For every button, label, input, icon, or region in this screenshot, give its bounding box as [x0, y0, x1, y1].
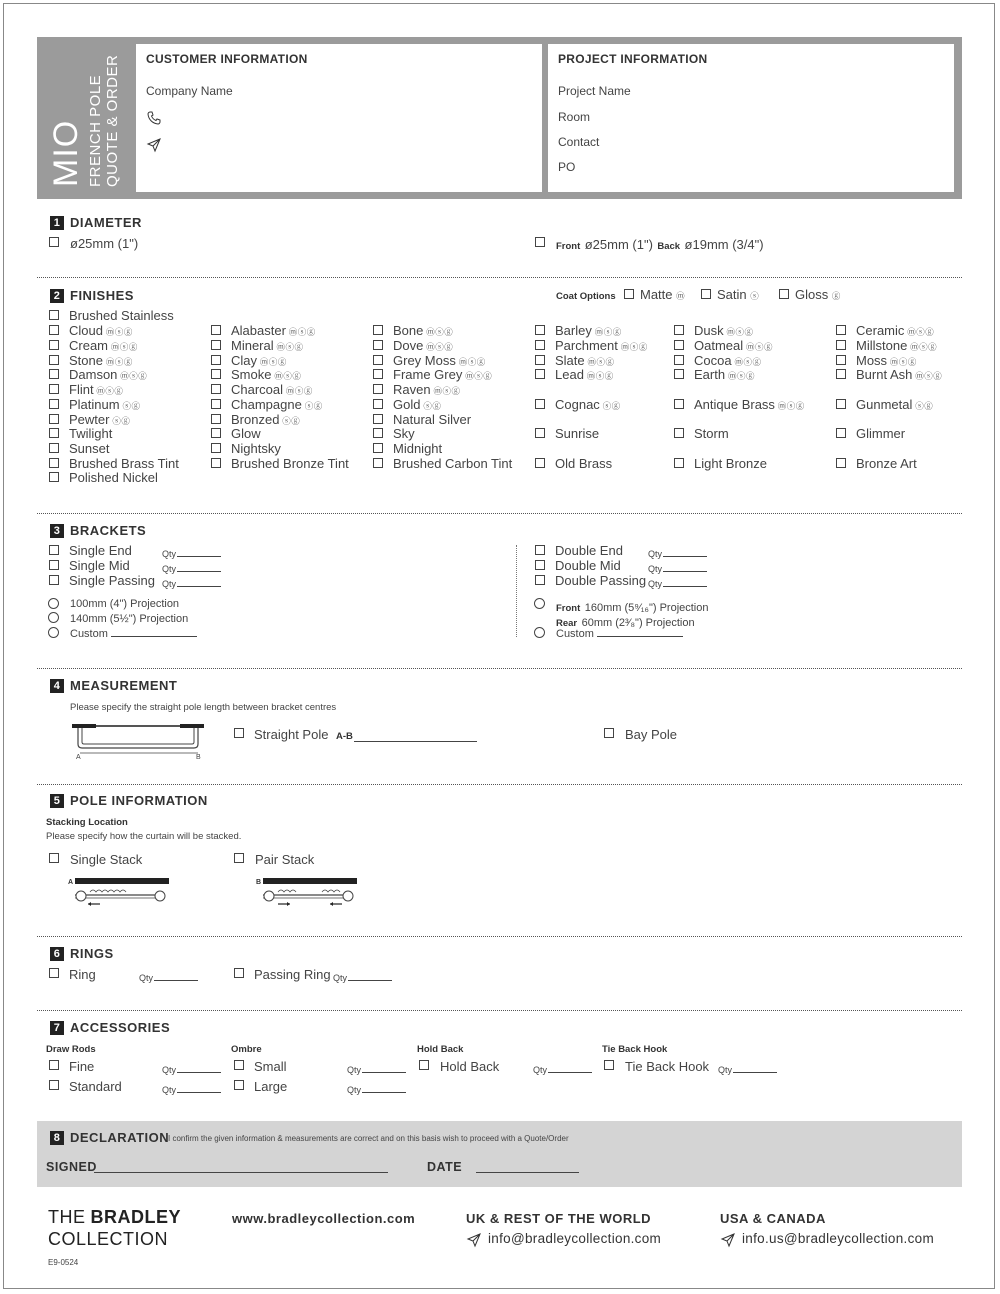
us-email-link[interactable]: info.us@bradleycollection.com: [742, 1231, 934, 1246]
svg-text:A: A: [76, 754, 81, 761]
finish-checkbox[interactable]: [49, 355, 59, 365]
projection-custom-right-label: Custom: [556, 627, 683, 640]
finish-label: Natural Silver: [393, 412, 472, 427]
finish-label: Frame Grey ⓜⓢⓖ: [393, 367, 493, 382]
bracket-single-label: Single Passing: [69, 573, 155, 588]
finish-checkbox[interactable]: [49, 443, 59, 453]
uk-heading: UK & REST OF THE WORLD: [466, 1211, 652, 1226]
finish-label: Raven ⓜⓢⓖ: [393, 382, 461, 397]
finish-label: Lead ⓜⓢⓖ: [555, 367, 614, 382]
ab-label: A-B: [336, 731, 353, 742]
section-brackets-title: 3 BRACKETS: [50, 523, 146, 538]
finish-checkbox[interactable]: [373, 325, 383, 335]
brackets-divider: [516, 545, 517, 637]
finish-label: Old Brass: [555, 456, 613, 471]
finish-label: Mineral ⓜⓢⓖ: [231, 338, 304, 353]
bracket-double-label: Double End: [555, 543, 623, 558]
finish-checkbox[interactable]: [535, 355, 545, 365]
fine-label: Fine: [69, 1059, 95, 1074]
finish-label: Midnight: [393, 441, 443, 456]
finish-label: Twilight: [69, 426, 113, 441]
finish-checkbox[interactable]: [211, 443, 221, 453]
diameter-front-back-checkbox[interactable]: [535, 237, 545, 247]
standard-label: Standard: [69, 1079, 122, 1094]
pair-stack-checkbox[interactable]: [234, 853, 244, 863]
finish-label: Cognac ⓢⓖ: [555, 397, 621, 412]
finish-label: Ceramic ⓜⓢⓖ: [856, 323, 935, 338]
finish-checkbox[interactable]: [535, 340, 545, 350]
finish-checkbox[interactable]: [535, 428, 545, 438]
large-checkbox[interactable]: [234, 1080, 244, 1090]
finish-label: Earth ⓜⓢⓖ: [694, 367, 755, 382]
company-logo: THE BRADLEY COLLECTION: [48, 1207, 182, 1249]
finish-label: Brushed Carbon Tint: [393, 456, 513, 471]
finish-checkbox[interactable]: [49, 399, 59, 409]
send-icon: [721, 1233, 735, 1247]
finish-checkbox[interactable]: [674, 369, 684, 379]
tie-back-label: Tie Back Hook: [625, 1059, 710, 1074]
form-code: E9-0524: [48, 1258, 79, 1267]
projection-140-radio[interactable]: [48, 612, 59, 623]
bracket-single-qty[interactable]: Qty: [162, 563, 221, 574]
small-qty[interactable]: Qty: [347, 1064, 406, 1075]
passing-ring-checkbox[interactable]: [234, 968, 244, 978]
finish-checkbox[interactable]: [211, 369, 221, 379]
projection-front-label: Front 160mm (5⁹⁄₁₆") Projection: [556, 602, 709, 614]
divider: [37, 1010, 962, 1011]
standard-checkbox[interactable]: [49, 1080, 59, 1090]
section-measurement-title: 4 MEASUREMENT: [50, 678, 177, 693]
company-name-field[interactable]: Company Name: [146, 84, 233, 98]
finish-label: Cocoa ⓜⓢⓖ: [694, 353, 762, 368]
finish-label: Slate ⓜⓢⓖ: [555, 353, 615, 368]
finish-checkbox[interactable]: [836, 399, 846, 409]
svg-text:B: B: [196, 754, 201, 761]
svg-text:B: B: [256, 879, 262, 886]
finish-label: Brushed Brass Tint: [69, 456, 179, 471]
product-name: MIO: [47, 119, 85, 187]
straight-pole-diagram: [70, 722, 210, 762]
finish-checkbox[interactable]: [49, 369, 59, 379]
tie-back-checkbox[interactable]: [604, 1060, 614, 1070]
bracket-single-qty[interactable]: Qty: [162, 578, 221, 589]
section-rings-title: 6 RINGS: [50, 946, 114, 961]
finish-checkbox[interactable]: [535, 399, 545, 409]
finish-label: Millstone ⓜⓢⓖ: [856, 338, 938, 353]
date-label: DATE: [427, 1160, 463, 1174]
finish-label: Flint ⓜⓢⓖ: [69, 382, 124, 397]
uk-email-link[interactable]: info@bradleycollection.com: [488, 1231, 662, 1246]
fine-qty[interactable]: Qty: [162, 1064, 221, 1075]
finish-label: Glimmer: [856, 426, 906, 441]
bracket-single-checkbox[interactable]: [49, 575, 59, 585]
finish-label: Oatmeal ⓜⓢⓖ: [694, 338, 774, 353]
hold-back-qty[interactable]: Qty: [533, 1064, 592, 1075]
finish-label: Glow: [231, 426, 261, 441]
projection-140-label: 140mm (5½") Projection: [70, 613, 189, 625]
finish-label: Sunrise: [555, 426, 600, 441]
finish-label: Antique Brass ⓜⓢⓖ: [694, 397, 805, 412]
finish-checkbox[interactable]: [836, 325, 846, 335]
finish-checkbox[interactable]: [49, 458, 59, 468]
passing-ring-label: Passing Ring: [254, 967, 331, 982]
finish-label: Damson ⓜⓢⓖ: [69, 367, 148, 382]
bracket-double-checkbox[interactable]: [535, 560, 545, 570]
bracket-single-checkbox[interactable]: [49, 560, 59, 570]
divider: [37, 784, 962, 785]
finish-checkbox[interactable]: [49, 340, 59, 350]
finish-checkbox[interactable]: [836, 355, 846, 365]
coat-matte-checkbox[interactable]: [624, 289, 634, 299]
bracket-double-checkbox[interactable]: [535, 575, 545, 585]
projection-front-rear-radio[interactable]: [534, 598, 545, 609]
hold-back-label: Hold Back: [440, 1059, 500, 1074]
finish-checkbox[interactable]: [674, 458, 684, 468]
finish-checkbox[interactable]: [674, 428, 684, 438]
finish-checkbox[interactable]: [49, 414, 59, 424]
diameter-front-back-label: Front ø25mm (1") Back ø19mm (3/4"): [556, 237, 764, 252]
contact-field[interactable]: Contact: [558, 135, 600, 149]
passing-ring-qty[interactable]: Qty: [333, 972, 392, 983]
signed-input[interactable]: [94, 1172, 388, 1173]
website-link[interactable]: www.bradleycollection.com: [232, 1211, 416, 1226]
project-name-field[interactable]: Project Name: [558, 84, 631, 98]
finish-checkbox[interactable]: [211, 355, 221, 365]
section-pole-title: 5 POLE INFORMATION: [50, 793, 208, 808]
form-type: QUOTE & ORDER: [104, 54, 121, 187]
section-accessories-title: 7 ACCESSORIES: [50, 1020, 170, 1035]
project-info-box: [548, 44, 954, 192]
date-input[interactable]: [476, 1172, 579, 1173]
svg-text:A: A: [68, 879, 74, 886]
finish-checkbox[interactable]: [674, 399, 684, 409]
finish-checkbox[interactable]: [211, 428, 221, 438]
small-checkbox[interactable]: [234, 1060, 244, 1070]
projection-custom-label: Custom: [70, 627, 197, 640]
tie-back-heading: Tie Back Hook: [602, 1044, 668, 1055]
ab-input[interactable]: [354, 741, 477, 742]
room-field[interactable]: Room: [558, 110, 591, 124]
finish-checkbox[interactable]: [49, 428, 59, 438]
divider: [37, 277, 962, 278]
finish-checkbox[interactable]: [373, 414, 383, 424]
finish-checkbox[interactable]: [535, 458, 545, 468]
diameter-25-checkbox[interactable]: [49, 237, 59, 247]
finish-checkbox[interactable]: [836, 428, 846, 438]
hold-back-checkbox[interactable]: [419, 1060, 429, 1070]
finish-label: Polished Nickel: [69, 470, 158, 485]
finish-label: Smoke ⓜⓢⓖ: [231, 367, 302, 382]
finish-checkbox[interactable]: [373, 428, 383, 438]
finish-label: Sky: [393, 426, 415, 441]
finish-label: Storm: [694, 426, 729, 441]
finish-label: Bronzed ⓢⓖ: [231, 412, 301, 427]
finish-label: Sunset: [69, 441, 110, 456]
projection-rear-label: Rear 60mm (2³⁄₈") Projection: [556, 617, 695, 629]
bracket-single-label: Single Mid: [69, 558, 130, 573]
side-title: [37, 37, 135, 199]
fine-checkbox[interactable]: [49, 1060, 59, 1070]
phone-icon: [147, 111, 161, 125]
finish-checkbox[interactable]: [535, 369, 545, 379]
finish-checkbox[interactable]: [211, 399, 221, 409]
bracket-double-qty[interactable]: Qty: [648, 548, 707, 559]
stacking-location-label: Stacking Location: [46, 817, 128, 828]
finish-checkbox[interactable]: [211, 384, 221, 394]
single-stack-diagram: [68, 876, 172, 908]
finish-checkbox[interactable]: [373, 443, 383, 453]
bracket-double-label: Double Mid: [555, 558, 621, 573]
finish-checkbox[interactable]: [211, 414, 221, 424]
single-stack-checkbox[interactable]: [49, 853, 59, 863]
finish-checkbox[interactable]: [373, 355, 383, 365]
signed-label: SIGNED: [46, 1160, 97, 1174]
ring-qty[interactable]: Qty: [139, 972, 198, 983]
customer-info-title: CUSTOMER INFORMATION: [146, 52, 308, 66]
ring-checkbox[interactable]: [49, 968, 59, 978]
coat-gloss-label: Gloss ⓖ: [795, 287, 841, 302]
finish-checkbox[interactable]: [535, 325, 545, 335]
finish-checkbox[interactable]: [211, 325, 221, 335]
bracket-double-qty[interactable]: Qty: [648, 563, 707, 574]
diameter-25-label: ø25mm (1"): [70, 236, 139, 251]
finish-label: Moss ⓜⓢⓖ: [856, 353, 917, 368]
bracket-double-qty[interactable]: Qty: [648, 578, 707, 589]
finish-checkbox[interactable]: [674, 355, 684, 365]
finish-checkbox[interactable]: [49, 325, 59, 335]
finish-checkbox[interactable]: [674, 325, 684, 335]
ombre-heading: Ombre: [231, 1044, 262, 1055]
declaration-text: I confirm the given information & measurements are correct and on this basis wish to proceed with a Quote/Order: [168, 1134, 569, 1143]
projection-custom-right-radio[interactable]: [534, 627, 545, 638]
send-icon: [467, 1233, 481, 1247]
finish-checkbox[interactable]: [836, 340, 846, 350]
finish-label: Cream ⓜⓢⓖ: [69, 338, 138, 353]
small-label: Small: [254, 1059, 287, 1074]
finish-checkbox[interactable]: [373, 384, 383, 394]
hold-back-heading: Hold Back: [417, 1044, 464, 1055]
finish-checkbox[interactable]: [211, 458, 221, 468]
finish-label: Dove ⓜⓢⓖ: [393, 338, 454, 353]
finish-checkbox[interactable]: [373, 340, 383, 350]
phone-field[interactable]: [166, 110, 466, 126]
finish-label: Barley ⓜⓢⓖ: [555, 323, 622, 338]
coat-satin-checkbox[interactable]: [701, 289, 711, 299]
section-finishes-title: 2 FINISHES: [50, 288, 134, 303]
finish-label: Clay ⓜⓢⓖ: [231, 353, 287, 368]
coat-gloss-checkbox[interactable]: [779, 289, 789, 299]
finish-label: Nightsky: [231, 441, 281, 456]
coat-options-label: Coat Options: [556, 291, 616, 302]
finish-label: Cloud ⓜⓢⓖ: [69, 323, 133, 338]
bracket-single-checkbox[interactable]: [49, 545, 59, 555]
declaration-band: [37, 1121, 962, 1187]
divider: [37, 936, 962, 937]
finish-checkbox[interactable]: [373, 458, 383, 468]
email-field[interactable]: [166, 137, 466, 153]
large-label: Large: [254, 1079, 288, 1094]
finish-checkbox[interactable]: [836, 458, 846, 468]
finish-checkbox[interactable]: [674, 340, 684, 350]
bay-pole-label: Bay Pole: [625, 727, 678, 742]
finish-checkbox[interactable]: [49, 310, 59, 320]
finish-label: Alabaster ⓜⓢⓖ: [231, 323, 316, 338]
finish-label: Parchment ⓜⓢⓖ: [555, 338, 648, 353]
bracket-double-checkbox[interactable]: [535, 545, 545, 555]
stacking-note: Please specify how the curtain will be stacked.: [46, 831, 242, 842]
finish-label: Pewter ⓢⓖ: [69, 412, 131, 427]
finish-label: Gunmetal ⓢⓖ: [856, 397, 934, 412]
finish-label: Champagne ⓢⓖ: [231, 397, 323, 412]
finish-label: Gold ⓢⓖ: [393, 397, 442, 412]
finish-label: Light Bronze: [694, 456, 767, 471]
project-info-title: PROJECT INFORMATION: [558, 52, 708, 66]
send-icon: [147, 138, 161, 152]
product-type: FRENCH POLE: [87, 74, 104, 187]
finish-label: Dusk ⓜⓢⓖ: [694, 323, 754, 338]
finish-label: Charcoal ⓜⓢⓖ: [231, 382, 313, 397]
bay-pole-checkbox[interactable]: [604, 728, 614, 738]
bracket-single-label: Single End: [69, 543, 132, 558]
finish-checkbox[interactable]: [836, 369, 846, 379]
standard-qty[interactable]: Qty: [162, 1084, 221, 1095]
straight-pole-label: Straight Pole: [254, 727, 329, 742]
finish-checkbox[interactable]: [211, 340, 221, 350]
single-stack-label: Single Stack: [70, 852, 143, 867]
coat-matte-label: Matte ⓜ: [640, 287, 686, 302]
finish-label: Grey Moss ⓜⓢⓖ: [393, 353, 486, 368]
finish-checkbox[interactable]: [373, 399, 383, 409]
finish-label: Burnt Ash ⓜⓢⓖ: [856, 367, 943, 382]
ring-label: Ring: [69, 967, 96, 982]
bracket-double-label: Double Passing: [555, 573, 647, 588]
finish-label: Bone ⓜⓢⓖ: [393, 323, 454, 338]
finish-checkbox[interactable]: [49, 384, 59, 394]
draw-rods-heading: Draw Rods: [46, 1044, 96, 1055]
tie-back-qty[interactable]: Qty: [718, 1064, 777, 1075]
measurement-note: Please specify the straight pole length between bracket centres: [70, 702, 337, 713]
pair-stack-label: Pair Stack: [255, 852, 315, 867]
finish-label: Brushed Bronze Tint: [231, 456, 349, 471]
projection-100-radio[interactable]: [48, 598, 59, 609]
section-declaration-title: 8 DECLARATION: [50, 1130, 169, 1145]
divider: [37, 668, 962, 669]
finish-label: Bronze Art: [856, 456, 917, 471]
coat-satin-label: Satin ⓢ: [717, 287, 760, 302]
po-field[interactable]: PO: [558, 160, 576, 174]
customer-info-box: [136, 44, 542, 192]
finish-label: Brushed Stainless: [69, 308, 174, 323]
bracket-single-qty[interactable]: Qty: [162, 548, 221, 559]
finish-label: Platinum ⓢⓖ: [69, 397, 141, 412]
projection-custom-radio[interactable]: [48, 627, 59, 638]
finish-label: Stone ⓜⓢⓖ: [69, 353, 133, 368]
large-qty[interactable]: Qty: [347, 1084, 406, 1095]
section-diameter-title: 1 DIAMETER: [50, 215, 142, 230]
finish-checkbox[interactable]: [49, 472, 59, 482]
pair-stack-diagram: [256, 876, 360, 908]
us-heading: USA & CANADA: [720, 1211, 826, 1226]
straight-pole-checkbox[interactable]: [234, 728, 244, 738]
divider: [37, 513, 962, 514]
projection-100-label: 100mm (4") Projection: [70, 598, 180, 610]
finish-checkbox[interactable]: [373, 369, 383, 379]
